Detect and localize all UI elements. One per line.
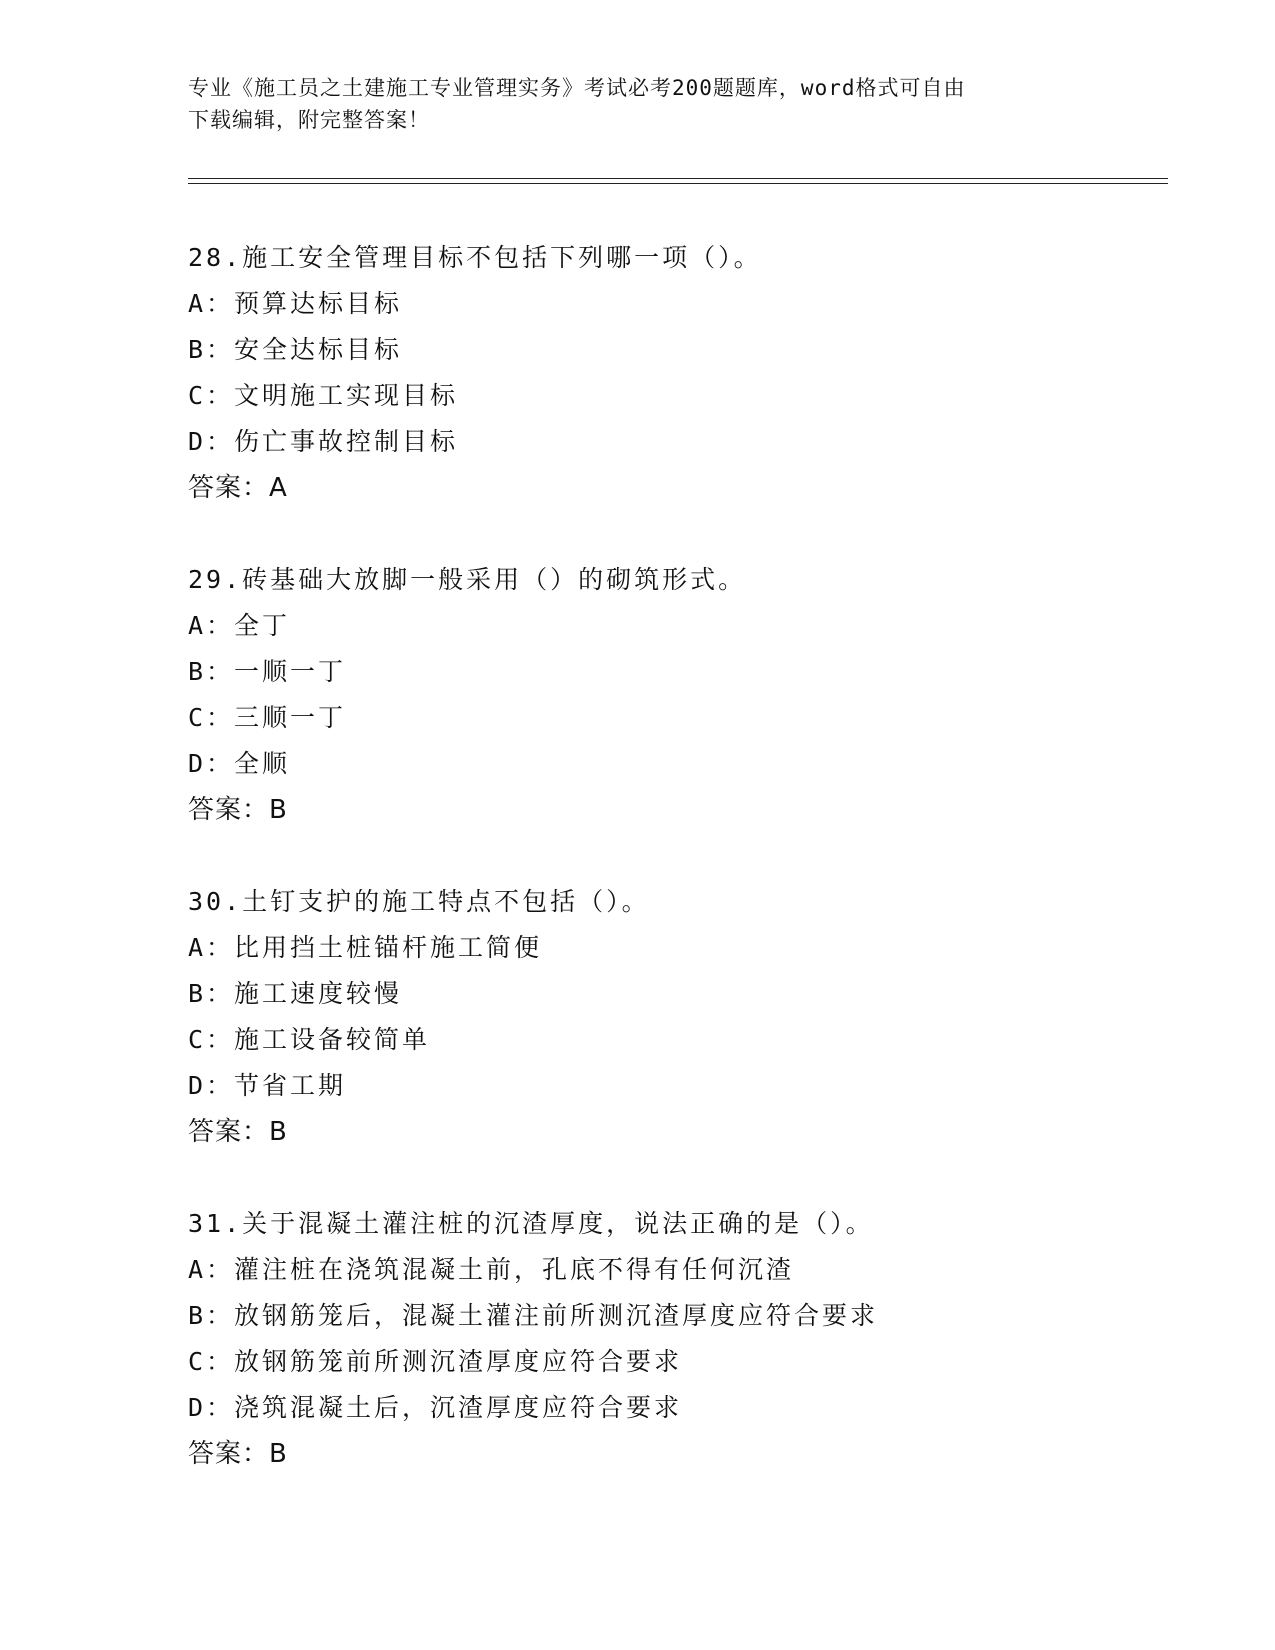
- answer: 答案：B: [188, 1439, 288, 1469]
- option-c: C：施工设备较简单: [188, 1025, 431, 1054]
- question-stem: 30.土钉支护的施工特点不包括（）。: [188, 887, 650, 916]
- question-stem: 31.关于混凝土灌注桩的沉渣厚度，说法正确的是（）。: [188, 1209, 874, 1238]
- option-a: A：全丁: [188, 611, 291, 640]
- option-d: D：节省工期: [188, 1071, 347, 1100]
- answer: 答案：A: [188, 473, 288, 503]
- option-b: B：放钢筋笼后，混凝土灌注前所测沉渣厚度应符合要求: [188, 1301, 879, 1330]
- option-d: D：伤亡事故控制目标: [188, 427, 459, 456]
- question-stem: 28.施工安全管理目标不包括下列哪一项（）。: [188, 243, 762, 272]
- option-c: C：放钢筋笼前所测沉渣厚度应符合要求: [188, 1347, 683, 1376]
- question-30: [188, 879, 1188, 1155]
- question-31: [188, 1201, 1188, 1477]
- option-b: B：施工速度较慢: [188, 979, 403, 1008]
- option-a: A：预算达标目标: [188, 289, 403, 318]
- question-29: [188, 557, 1188, 833]
- question-stem: 29.砖基础大放脚一般采用（）的砌筑形式。: [188, 565, 747, 594]
- option-d: D：全顺: [188, 749, 291, 778]
- option-a: A：灌注桩在浇筑混凝土前，孔底不得有任何沉渣: [188, 1255, 795, 1284]
- option-b: B：安全达标目标: [188, 335, 403, 364]
- header-divider-bottom: [188, 183, 1168, 184]
- answer: 答案：B: [188, 795, 288, 825]
- question-28: [188, 235, 1188, 511]
- header-divider-top: [188, 178, 1168, 179]
- option-d: D：浇筑混凝土后，沉渣厚度应符合要求: [188, 1393, 683, 1422]
- option-c: C：文明施工实现目标: [188, 381, 459, 410]
- header-line-1: 专业《施工员之土建施工专业管理实务》考试必考200题题库，word格式可自由: [188, 76, 966, 100]
- header-line-2: 下载编辑，附完整答案！: [188, 108, 430, 132]
- option-c: C：三顺一丁: [188, 703, 347, 732]
- option-a: A：比用挡土桩锚杆施工简便: [188, 933, 543, 962]
- document-header: [188, 72, 1088, 136]
- answer: 答案：B: [188, 1117, 288, 1147]
- option-b: B：一顺一丁: [188, 657, 347, 686]
